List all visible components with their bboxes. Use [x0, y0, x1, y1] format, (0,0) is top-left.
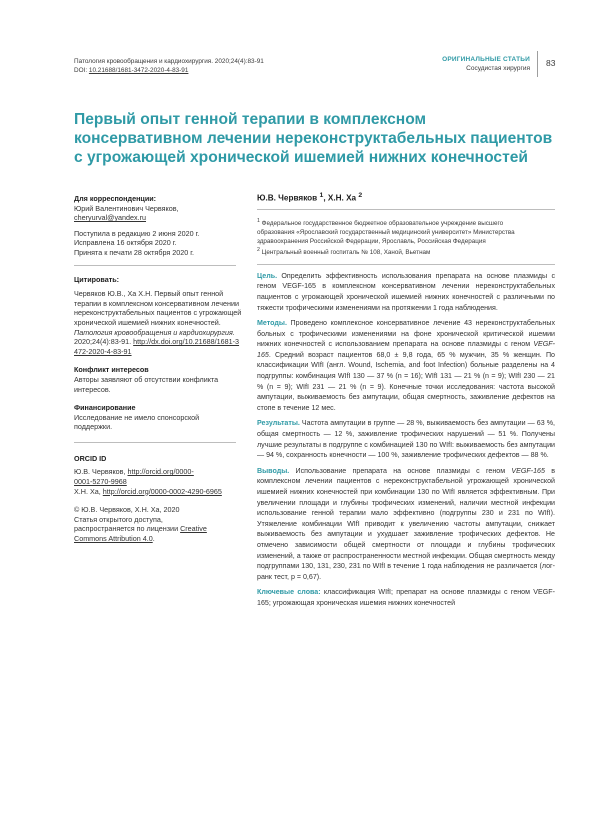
- conflict-text: Авторы заявляют об отсутствии конфликта интересов.: [74, 374, 219, 394]
- journal-citation-line: Патология кровообращения и кардиохирургия. 2020;24(4):83-91: [74, 58, 264, 65]
- abstract-aim: [257, 271, 555, 313]
- authors-line: [257, 192, 555, 203]
- cite-heading: Цитировать:: [74, 274, 120, 284]
- conflict-heading: Конфликт интересов: [74, 365, 149, 375]
- funding-text: Исследование не имело спонсорской поддержки.: [74, 412, 200, 432]
- date-revised: Исправлена 16 октября 2020 г.: [74, 238, 177, 248]
- conclusions-gene: VEGF-165: [511, 466, 545, 475]
- aff-1-text: Федеральное государственное бюджетное образовательное учреждение высшего образования «Ярославский государственный медицинский университет» Министерства здравоохранения Российской Федерации, Ярославль, Российская Федерация: [257, 219, 515, 246]
- divider: [257, 209, 555, 210]
- date-accepted: Принята к печати 28 октября 2020 г.: [74, 247, 194, 257]
- correspondence-email[interactable]: cheryurval@yandex.ru: [74, 213, 147, 223]
- divider: [74, 265, 236, 266]
- author-2: Х.Н. Ха: [327, 193, 359, 203]
- copyright: © Ю.В. Червяков, Х.Н. Ха, 2020: [74, 505, 180, 515]
- abstract: [257, 271, 555, 609]
- keywords-text: классификация WIfI; препарат на основе плазмиды с геном VEGF-165; угрожающая хроническая ишемия нижних конечностей: [257, 588, 555, 607]
- page-number: 83: [546, 58, 556, 68]
- aff-2-text: Центральный военный госпиталь № 108, Ханой, Вьетнам: [259, 249, 431, 257]
- results-text: Частота ампутации в группе — 28 %, выживаемость без ампутации — 63 %, общая смертность — 12 %, заживление трофических нарушений — 51 %. Получены лучшие результаты в подгруппе с комбинацией 130 по WIfI: выживаемость без ампутации — 94 %, сохранность конечности — 100 %, заживление трофических дефектов — 88 %.: [257, 419, 555, 460]
- funding-heading: Финансирование: [74, 403, 136, 413]
- orcid-2-name: Х.Н. Ха,: [74, 486, 103, 496]
- dates-block: [74, 229, 254, 258]
- author-1: Ю.В. Червяков: [257, 193, 320, 203]
- results-label: Результаты.: [257, 419, 300, 428]
- orcid-heading: ORCID ID: [74, 453, 107, 463]
- orcid-entry-1: [74, 467, 194, 486]
- section-name: ОРИГИНАЛЬНЫЕ СТАТЬИ: [442, 56, 530, 63]
- methods-text-1: Проведено комплексное консервативное лечение 43 нереконструктабельных больных с трофическими изменениями на фоне хронической критической ишемии нижних конечностей с использованием препарата на основе плазмиды с геном: [257, 319, 555, 349]
- article-main-column: [257, 192, 555, 614]
- keywords-label: Ключевые слова:: [257, 588, 321, 597]
- date-received: Поступила в редакцию 2 июня 2020 г.: [74, 228, 200, 238]
- affiliation-2: [257, 246, 555, 257]
- aim-label: Цель.: [257, 271, 278, 280]
- cite-block: [74, 289, 242, 356]
- journal-header: [74, 57, 264, 75]
- affiliations: [257, 217, 555, 258]
- cite-text: Червяков Ю.В., Ха Х.Н. Первый опыт генной терапии в комплексном консервативном лечении нереконструктабельных пациентов с угрожающей хронической ишемией нижних конечностей.: [74, 289, 242, 327]
- correspondence-heading: Для корреспонденции:: [74, 194, 157, 203]
- section-header: [442, 55, 530, 74]
- doi-link[interactable]: 10.21688/1681-3472-2020-4-83-91: [88, 67, 189, 75]
- license-text: Статья открытого доступа, распространяется по лицензии: [74, 514, 181, 534]
- conclusions-text-2: в комплексном лечении пациентов с нереконструктабельной угрожающей хронической ишемией нижних конечностей при комбинации 130 по WIfI является эффективным. При увеличении площади и глубины трофических изменений, наличии местной инфекции использование генной терапии мало эффективно (подгруппы 230 и 231 по WIfI). Утяжеление комбинации WIfI приводит к увеличению частоты ампутации, снижает выживаемость без ампутации и ухудшает заживление трофических дефектов. Не отмечено зависимости общей смертности от площади и глубины трофических изменений, а также от распространенности местной инфекции. Общая смертность между подгруппами 130, 131, 230, 231 по WIfI в течение 1 года наблюдения не различается (лог-ранк тест, р = 0,67).: [257, 466, 555, 581]
- cite-journal: Патология кровообращения и кардиохирургия.: [74, 327, 235, 337]
- orcid-1-name: Ю.В. Червяков,: [74, 467, 128, 477]
- orcid-1-link[interactable]: http://orcid.org/0000-0001-5270-9968: [74, 467, 194, 487]
- license-block: [74, 515, 224, 544]
- header-divider: [537, 51, 538, 77]
- article-title: Первый опыт генной терапии в комплексном консервативном лечении нереконструктабельных пациентов с угрожающей хронической ишемией нижних конечностей: [74, 111, 553, 166]
- article-info-sidebar: [74, 194, 254, 544]
- abstract-keywords: [257, 587, 555, 608]
- aff-1-sup: 1: [257, 217, 260, 224]
- methods-gene: VEGF-165: [257, 340, 555, 359]
- affiliation-1: [257, 217, 517, 247]
- orcid-2-link[interactable]: http://orcid.org/0000-0002-4290-6965: [102, 486, 222, 496]
- aff-2-sup: 2: [257, 247, 260, 254]
- aim-text: Определить эффективность использования препарата на основе плазмиды с геном VEGF-165 в комплексном консервативном лечении нереконструктабельных пациентов с угрожающей хронической ишемией нижних конечностей с различными по тяжести трофическими изменениями на протяжении 1 года наблюдения.: [257, 271, 555, 312]
- divider: [74, 442, 236, 443]
- divider: [257, 264, 555, 265]
- author-sep: ,: [323, 193, 328, 203]
- author-2-sup: 2: [358, 192, 363, 199]
- doi-line: [74, 66, 264, 75]
- author-1-sup: 1: [319, 192, 324, 199]
- correspondence-name: Юрий Валентинович Червяков,: [74, 203, 179, 213]
- conclusions-text-1: Использование препарата на основе плазмиды с геном: [289, 466, 512, 475]
- doi-prefix: DOI:: [74, 67, 89, 75]
- subsection-name: Сосудистая хирургия: [466, 65, 530, 73]
- orcid-entry-2: [74, 487, 254, 497]
- methods-text-2: . Средний возраст пациентов 68,0 ± 9,8 года, 65 % мужчин, 35 % женщин. По классификации WIfI (англ. Wound, Ischemia, and foot Infection) больные разделены на 4 подгруппы: комбинация WIfI 130 — 37 % (n = 16); WIfI 131 — 21 % (n = 9); WIfI 230 — 21 % (n = 9); WIfI 231 — 21 % (n = 9). Конечные точки исследования: частота высокой ампутации, выживаемость без ампутации, общая смертность, заживление дефектов на стопе в течение 12 мес.: [257, 350, 555, 412]
- conclusions-label: Выводы.: [257, 466, 290, 475]
- cite-year: 2020;24(4):83-91.: [74, 337, 134, 347]
- abstract-conclusions: [257, 466, 555, 583]
- abstract-methods: [257, 318, 555, 413]
- cite-link[interactable]: http://dx.doi.org/10.21688/1681-3472-2020-4-83-91: [74, 337, 240, 356]
- methods-label: Методы.: [257, 319, 287, 328]
- license-end: .: [152, 534, 155, 544]
- license-link[interactable]: Creative Commons Attribution 4.0: [74, 524, 207, 544]
- abstract-results: [257, 418, 555, 460]
